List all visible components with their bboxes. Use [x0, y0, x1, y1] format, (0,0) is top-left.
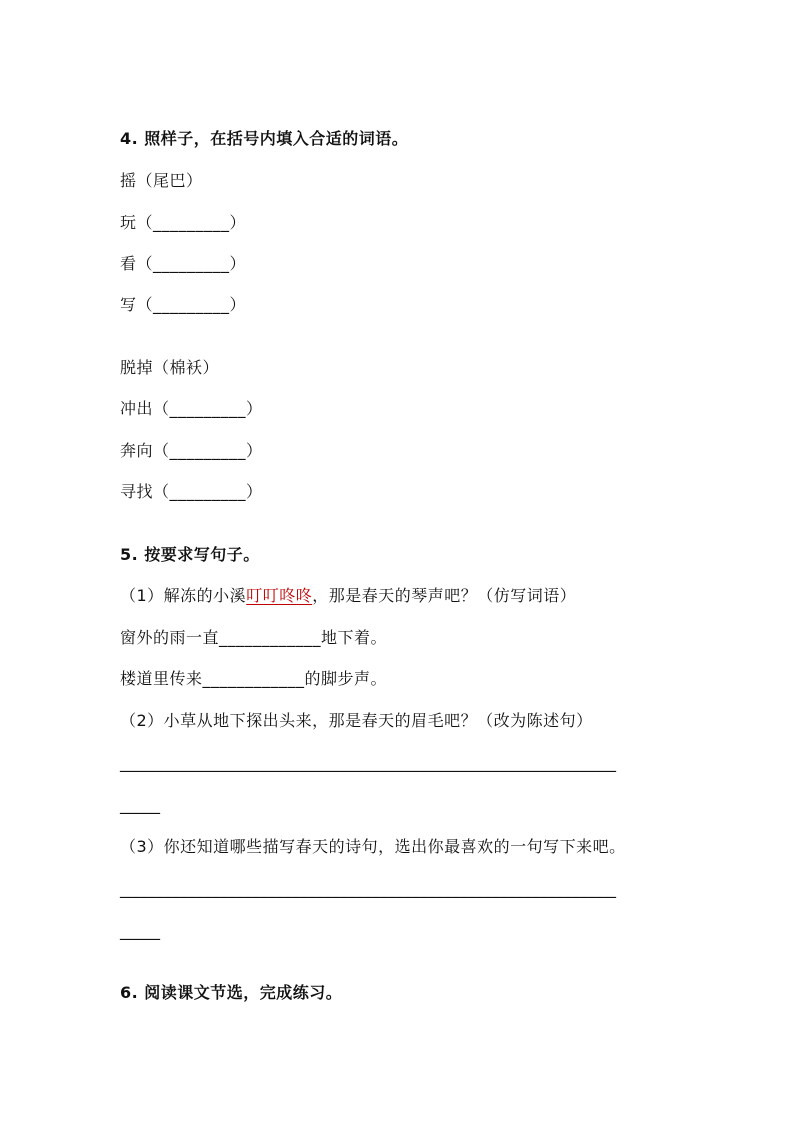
q5-part2-answer-line-end[interactable]: _____	[120, 795, 160, 814]
q5-sentence-1[interactable]: 窗外的雨一直____________地下着。	[120, 628, 388, 647]
q5-highlight-word: 叮叮咚咚	[246, 586, 313, 605]
q4-heading: 4. 照样子，在括号内填入合适的词语。	[120, 129, 409, 148]
q5-sentence-2[interactable]: 楼道里传来____________的脚步声。	[120, 669, 388, 688]
q5-part1-prompt	[120, 585, 576, 607]
q4-example-2: 脱掉（棉袄）	[120, 358, 220, 377]
q5-part1-post: ，那是春天的琴声吧？（仿写词语）	[312, 586, 577, 605]
q5-part3-answer-line-end[interactable]: _____	[120, 921, 160, 940]
q5-part1-pre: （1）解冻的小溪	[120, 586, 247, 605]
q4-example-1: 摇（尾巴）	[120, 171, 203, 190]
q4-item-wan[interactable]: 玩（_________）	[120, 213, 247, 232]
q4-item-benxiang[interactable]: 奔向（_________）	[120, 441, 263, 460]
q5-part3-prompt: （3）你还知道哪些描写春天的诗句，选出你最喜欢的一句写下来吧。	[120, 837, 626, 856]
q5-heading: 5. 按要求写句子。	[120, 545, 260, 564]
q4-item-xie[interactable]: 写（_________）	[120, 295, 247, 314]
q6-heading: 6. 阅读课文节选，完成练习。	[120, 983, 343, 1002]
q4-item-xunzhao[interactable]: 寻找（_________）	[120, 482, 263, 501]
q4-item-kan[interactable]: 看（_________）	[120, 254, 247, 273]
q5-part2-answer-line[interactable]: ______________________________________________________________	[120, 753, 616, 772]
q5-part2-prompt: （2）小草从地下探出头来，那是春天的眉毛吧？（改为陈述句）	[120, 711, 593, 730]
q4-item-chongchu[interactable]: 冲出（_________）	[120, 399, 263, 418]
q5-part3-answer-line[interactable]: ______________________________________________________________	[120, 879, 616, 898]
